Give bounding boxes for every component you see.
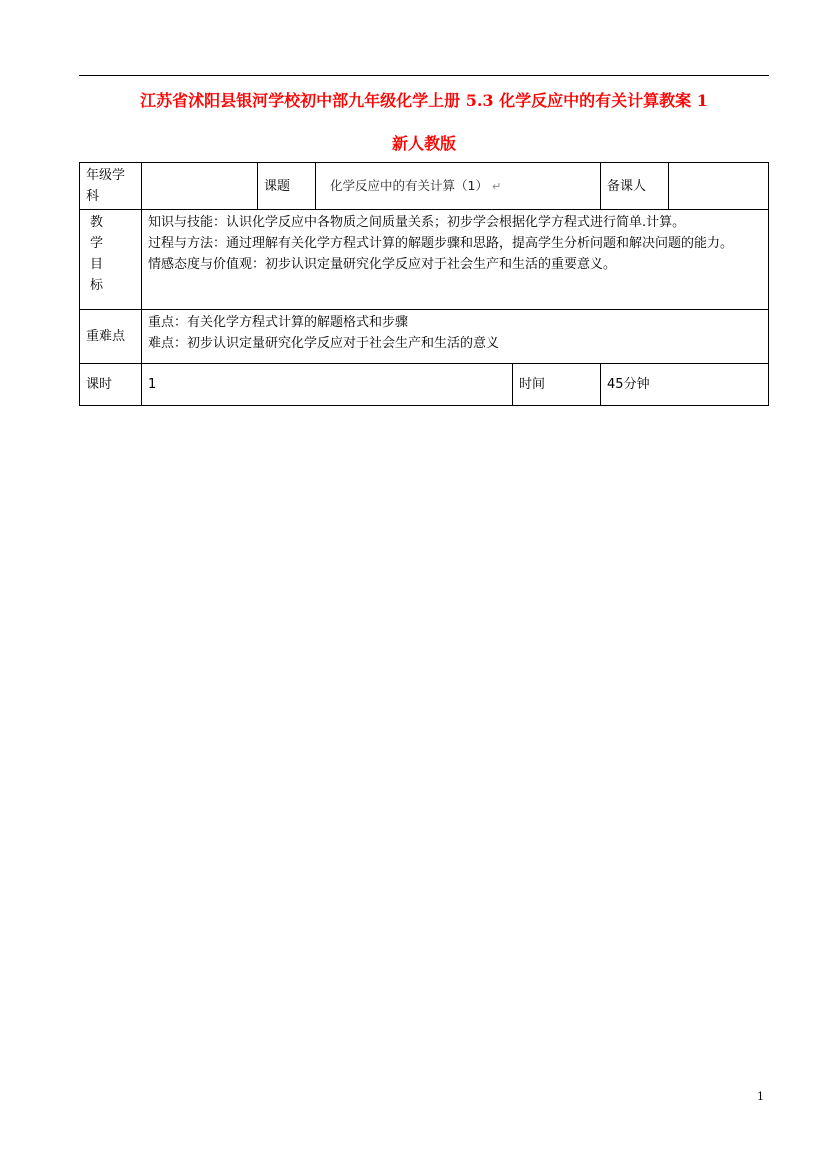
goal-attitude: 情感态度与价值观：初步认识定量研究化学反应对于社会生产和生活的重要意义。 bbox=[148, 257, 617, 272]
key-point: 重点：有关化学方程式计算的解题格式和步骤 bbox=[148, 315, 409, 330]
document-title-line-1: 江苏省沭阳县银河学校初中部九年级化学上册 5.3 化学反应中的有关计算教案 1 bbox=[140, 91, 708, 110]
goals-label-char: 学 bbox=[90, 236, 104, 251]
table-row bbox=[80, 163, 769, 210]
paragraph-mark-icon: ↵ bbox=[491, 180, 502, 193]
table-row bbox=[80, 364, 769, 406]
page-number: 1 bbox=[757, 1090, 764, 1103]
topic-text: 化学反应中的有关计算（1） bbox=[330, 178, 488, 193]
goal-process: 过程与方法：通过理解有关化学方程式计算的解题步骤和思路，提高学生分析问题和解决问题的能力。 bbox=[148, 236, 734, 251]
topic-label: 课题 bbox=[258, 163, 316, 210]
preparer-value[interactable] bbox=[669, 163, 769, 210]
header-rule bbox=[79, 75, 769, 76]
time-value: 45分钟 bbox=[601, 364, 769, 406]
document-title-line-2: 新人教版 bbox=[391, 134, 456, 153]
time-label: 时间 bbox=[513, 364, 601, 406]
goal-knowledge: 知识与技能：认识化学反应中各物质之间质量关系；初步学会根据化学方程式进行简单.计算。 bbox=[148, 215, 686, 230]
goals-label bbox=[80, 210, 142, 310]
goals-label-char: 教 bbox=[90, 215, 104, 230]
preparer-label: 备课人 bbox=[601, 163, 669, 210]
goals-label-char: 目 bbox=[90, 257, 104, 272]
goals-label-char: 标 bbox=[90, 278, 104, 293]
key-points-label: 重难点 bbox=[80, 310, 142, 364]
table-row bbox=[80, 310, 769, 364]
lesson-plan-table bbox=[79, 162, 769, 406]
grade-subject-label: 年级学科 bbox=[80, 163, 142, 210]
goals-content bbox=[142, 210, 769, 310]
hours-label: 课时 bbox=[80, 364, 142, 406]
key-points-content bbox=[142, 310, 769, 364]
hours-value: 1 bbox=[142, 364, 513, 406]
table-row bbox=[80, 210, 769, 310]
difficult-point: 难点：初步认识定量研究化学反应对于社会生产和生活的意义 bbox=[148, 336, 500, 351]
grade-subject-value[interactable] bbox=[142, 163, 258, 210]
topic-value[interactable] bbox=[316, 163, 601, 210]
